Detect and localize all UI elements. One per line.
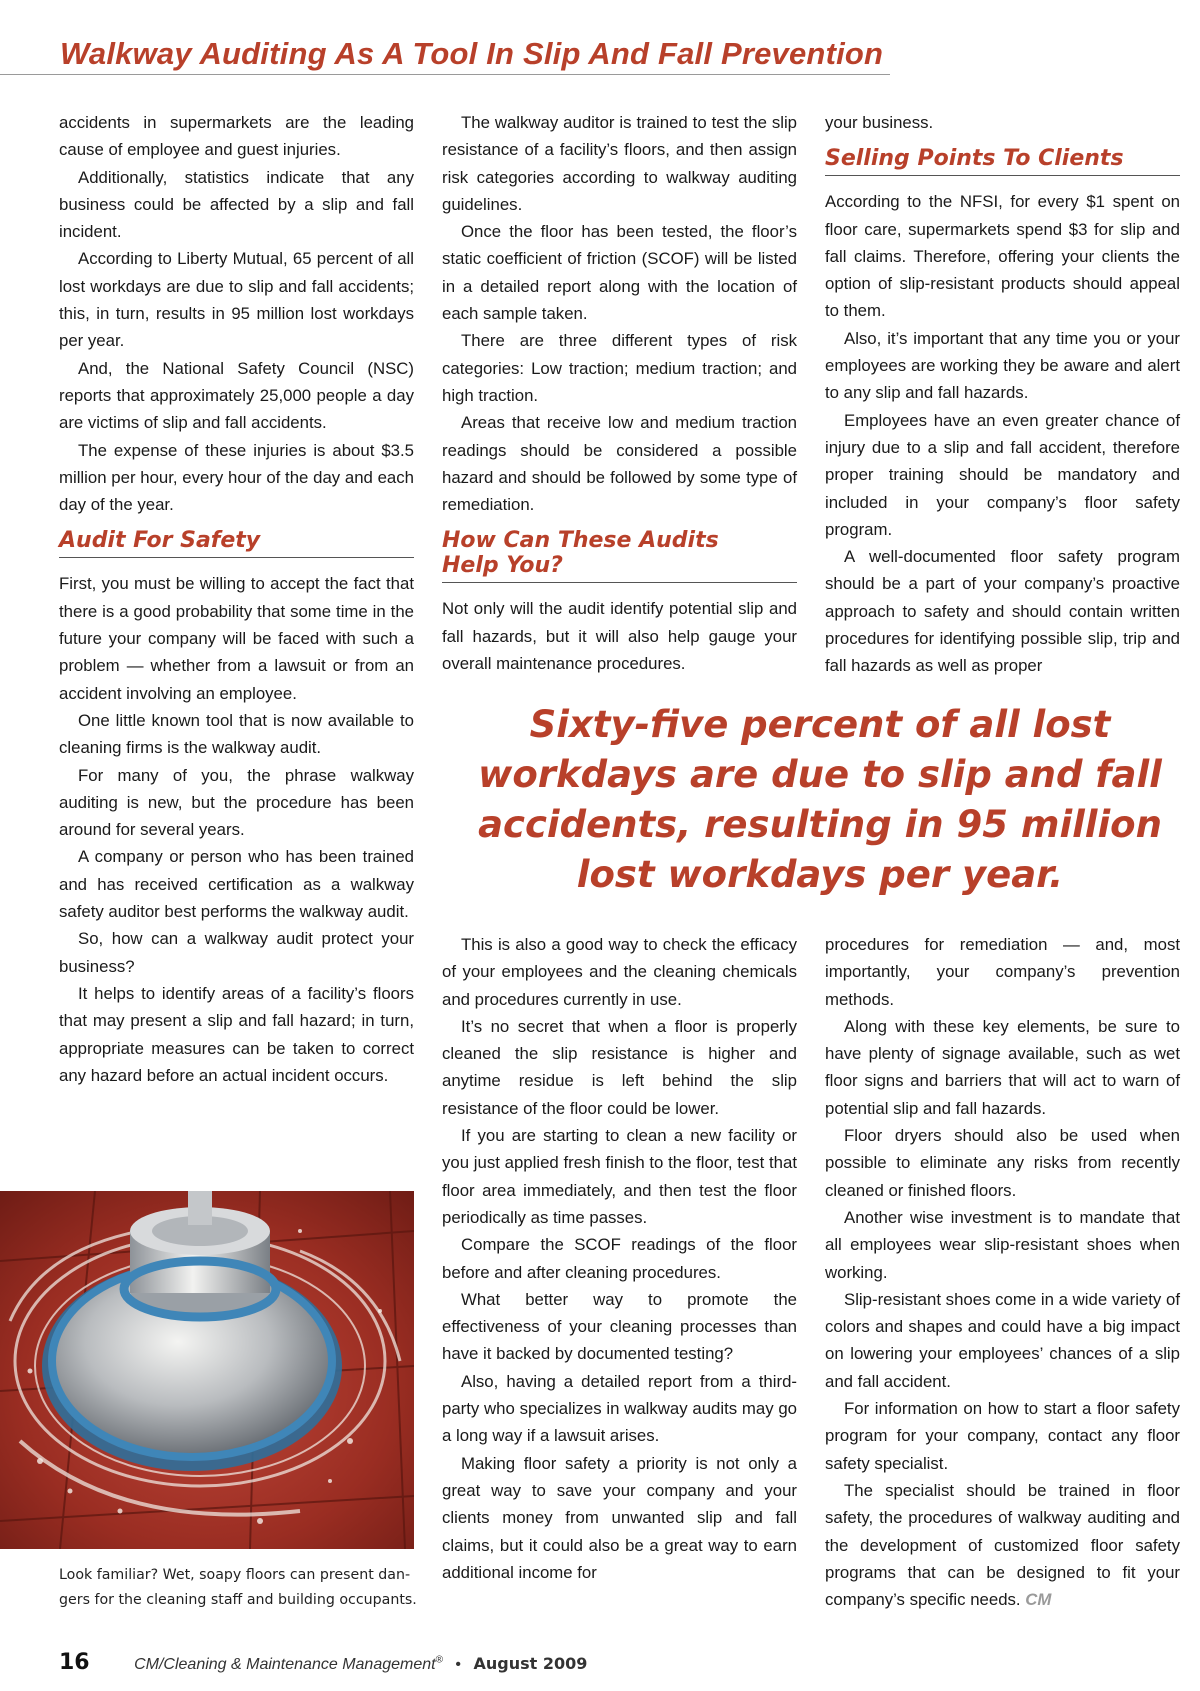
paragraph: your business. <box>825 113 934 132</box>
paragraph: Not only will the audit identify potential slip and fall hazards, but it will also help gauge your overall maintenance procedures. <box>442 599 797 674</box>
paragraph: Once the floor has been tested, the floor’s static coefficient of friction (SCOF) will be listed in a detailed report along with the location of each sample taken. <box>442 222 797 324</box>
column-2-bottom <box>442 931 797 1586</box>
paragraph: Slip-resistant shoes come in a wide variety of colors and shapes and could have a big impact on lowering your employees’ chances of a slip and fall accident. <box>825 1289 1180 1391</box>
end-mark: CM <box>1025 1590 1052 1610</box>
paragraph-text: The specialist should be trained in floor safety, the procedures of walkway auditing and the development of customized floor safety programs that can be designed to fit your company’s specific needs. <box>825 1480 1180 1610</box>
header-rule <box>0 74 890 75</box>
page-number: 16 <box>59 1650 90 1675</box>
registered-mark: ® <box>435 1654 443 1666</box>
paragraph: A well-documented floor safety program should be a part of your company’s proactive approach to safety and should contain written procedures for identifying possible slip, trip and fall hazards as well as proper <box>825 547 1180 676</box>
page-footer <box>59 1650 587 1675</box>
floor-machine-photo <box>0 1191 414 1549</box>
pull-quote-line: Sixty-five percent of all lost <box>529 703 1111 746</box>
footer-separator: • <box>455 1656 462 1673</box>
paragraph: accidents in supermarkets are the leading cause of employee and guest injuries. <box>59 113 414 160</box>
paragraph: For many of you, the phrase walkway auditing is new, but the procedure has been around for several years. <box>59 765 414 840</box>
paragraph: procedures for remediation — and, most importantly, your company’s prevention methods. <box>825 935 1180 1009</box>
paragraph: It helps to identify areas of a facility’s floors that may present a slip and fall hazard; in turn, appropriate measures can be taken to correct any hazard before an actual incident occurs. <box>59 983 414 1085</box>
column-2-top <box>442 109 797 677</box>
paragraph: According to the NFSI, for every $1 spent on floor care, supermarkets spend $3 for slip and fall claims. Therefore, offering your clients the option of slip-resistant products should appeal to them. <box>825 192 1180 321</box>
paragraph <box>825 1477 1180 1613</box>
paragraph: Areas that receive low and medium traction readings should be considered a possible hazard and should be followed by some type of remediation. <box>442 413 797 515</box>
paragraph: Another wise investment is to mandate that all employees wear slip-resistant shoes when working. <box>825 1207 1180 1282</box>
paragraph: What better way to promote the effectiveness of your cleaning processes than have it backed by documented testing? <box>442 1289 797 1364</box>
column-3-bottom <box>825 931 1180 1613</box>
column-3-top <box>825 109 1180 680</box>
paragraph: According to Liberty Mutual, 65 percent of all lost workdays are due to slip and fall accidents; this, in turn, results in 95 million lost workdays per year. <box>59 249 414 351</box>
publication-name: CM/Cleaning & Maintenance Management <box>134 1656 436 1673</box>
subhead-line: Help You? <box>442 553 563 579</box>
column-1-top <box>59 109 414 1089</box>
paragraph: Also, having a detailed report from a third-party who specializes in walkway audits may go a long way if a lawsuit arises. <box>442 1371 797 1446</box>
paragraph: And, the National Safety Council (NSC) reports that approximately 25,000 people a day are victims of slip and fall accidents. <box>59 358 414 433</box>
paragraph: Floor dryers should also be used when possible to eliminate any risks from recently cleaned or finished floors. <box>825 1126 1180 1200</box>
photo-caption <box>59 1563 419 1613</box>
pull-quote <box>450 700 1190 900</box>
pull-quote-line: accidents, resulting in 95 million <box>478 803 1162 846</box>
subhead-how-can-these-audits-help-you <box>442 528 797 583</box>
paragraph: Also, it’s important that any time you or your employees are working they be aware and alert to any slip and fall hazards. <box>825 328 1180 403</box>
paragraph: There are three different types of risk categories: Low traction; medium traction; and high traction. <box>442 331 797 405</box>
paragraph: First, you must be willing to accept the fact that there is a good probability that some time in the future your company will be faced with such a problem — whether from a lawsuit or from an accident involving an employee. <box>59 574 414 703</box>
pull-quote-line: lost workdays per year. <box>576 853 1064 896</box>
subhead-selling-points-to-clients: Selling Points To Clients <box>825 146 1180 176</box>
subhead-audit-for-safety: Audit For Safety <box>59 528 414 558</box>
subhead-line: How Can These Audits <box>442 528 719 554</box>
paragraph: The expense of these injuries is about $3.5 million per hour, every hour of the day and each day of the year. <box>59 440 414 515</box>
paragraph: It’s no secret that when a floor is properly cleaned the slip resistance is higher and anytime residue is left behind the slip resistance of the floor could be lower. <box>442 1016 797 1118</box>
paragraph: Making floor safety a priority is not only a great way to save your company and your clients money from unwanted slip and fall claims, but it could also be a great way to earn additional income for <box>442 1453 797 1582</box>
caption-line: gers for the cleaning staff and building occupants. <box>59 1592 417 1608</box>
paragraph: For information on how to start a floor safety program for your company, contact any floor safety specialist. <box>825 1399 1180 1473</box>
paragraph: The walkway auditor is trained to test the slip resistance of a facility’s floors, and then assign risk categories according to walkway auditing guidelines. <box>442 113 797 214</box>
caption-line: Look familiar? Wet, soapy floors can present dan- <box>59 1567 411 1583</box>
paragraph: Along with these key elements, be sure to have plenty of signage available, such as wet floor signs and barriers that will act to warn of potential slip and fall hazards. <box>825 1016 1180 1118</box>
paragraph: So, how can a walkway audit protect your business? <box>59 929 414 976</box>
paragraph: A company or person who has been trained and has received certification as a walkway safety auditor best performs the walkway audit. <box>59 847 414 922</box>
paragraph: This is also a good way to check the efficacy of your employees and the cleaning chemicals and procedures currently in use. <box>442 935 797 1009</box>
article-title: Walkway Auditing As A Tool In Slip And Fall Prevention <box>60 36 884 71</box>
issue-date: August 2009 <box>473 1654 588 1673</box>
paragraph: Employees have an even greater chance of injury due to a slip and fall accident, therefore proper training should be mandatory and included in your company’s floor safety program. <box>825 410 1180 539</box>
paragraph: Additionally, statistics indicate that any business could be affected by a slip and fall incident. <box>59 167 414 242</box>
paragraph: Compare the SCOF readings of the floor before and after cleaning procedures. <box>442 1235 797 1282</box>
paragraph: If you are starting to clean a new facility or you just applied fresh finish to the floor, test that floor area immediately, and then test the floor periodically as time passes. <box>442 1126 797 1227</box>
pull-quote-line: workdays are due to slip and fall <box>478 753 1162 796</box>
paragraph: One little known tool that is now available to cleaning firms is the walkway audit. <box>59 710 414 758</box>
